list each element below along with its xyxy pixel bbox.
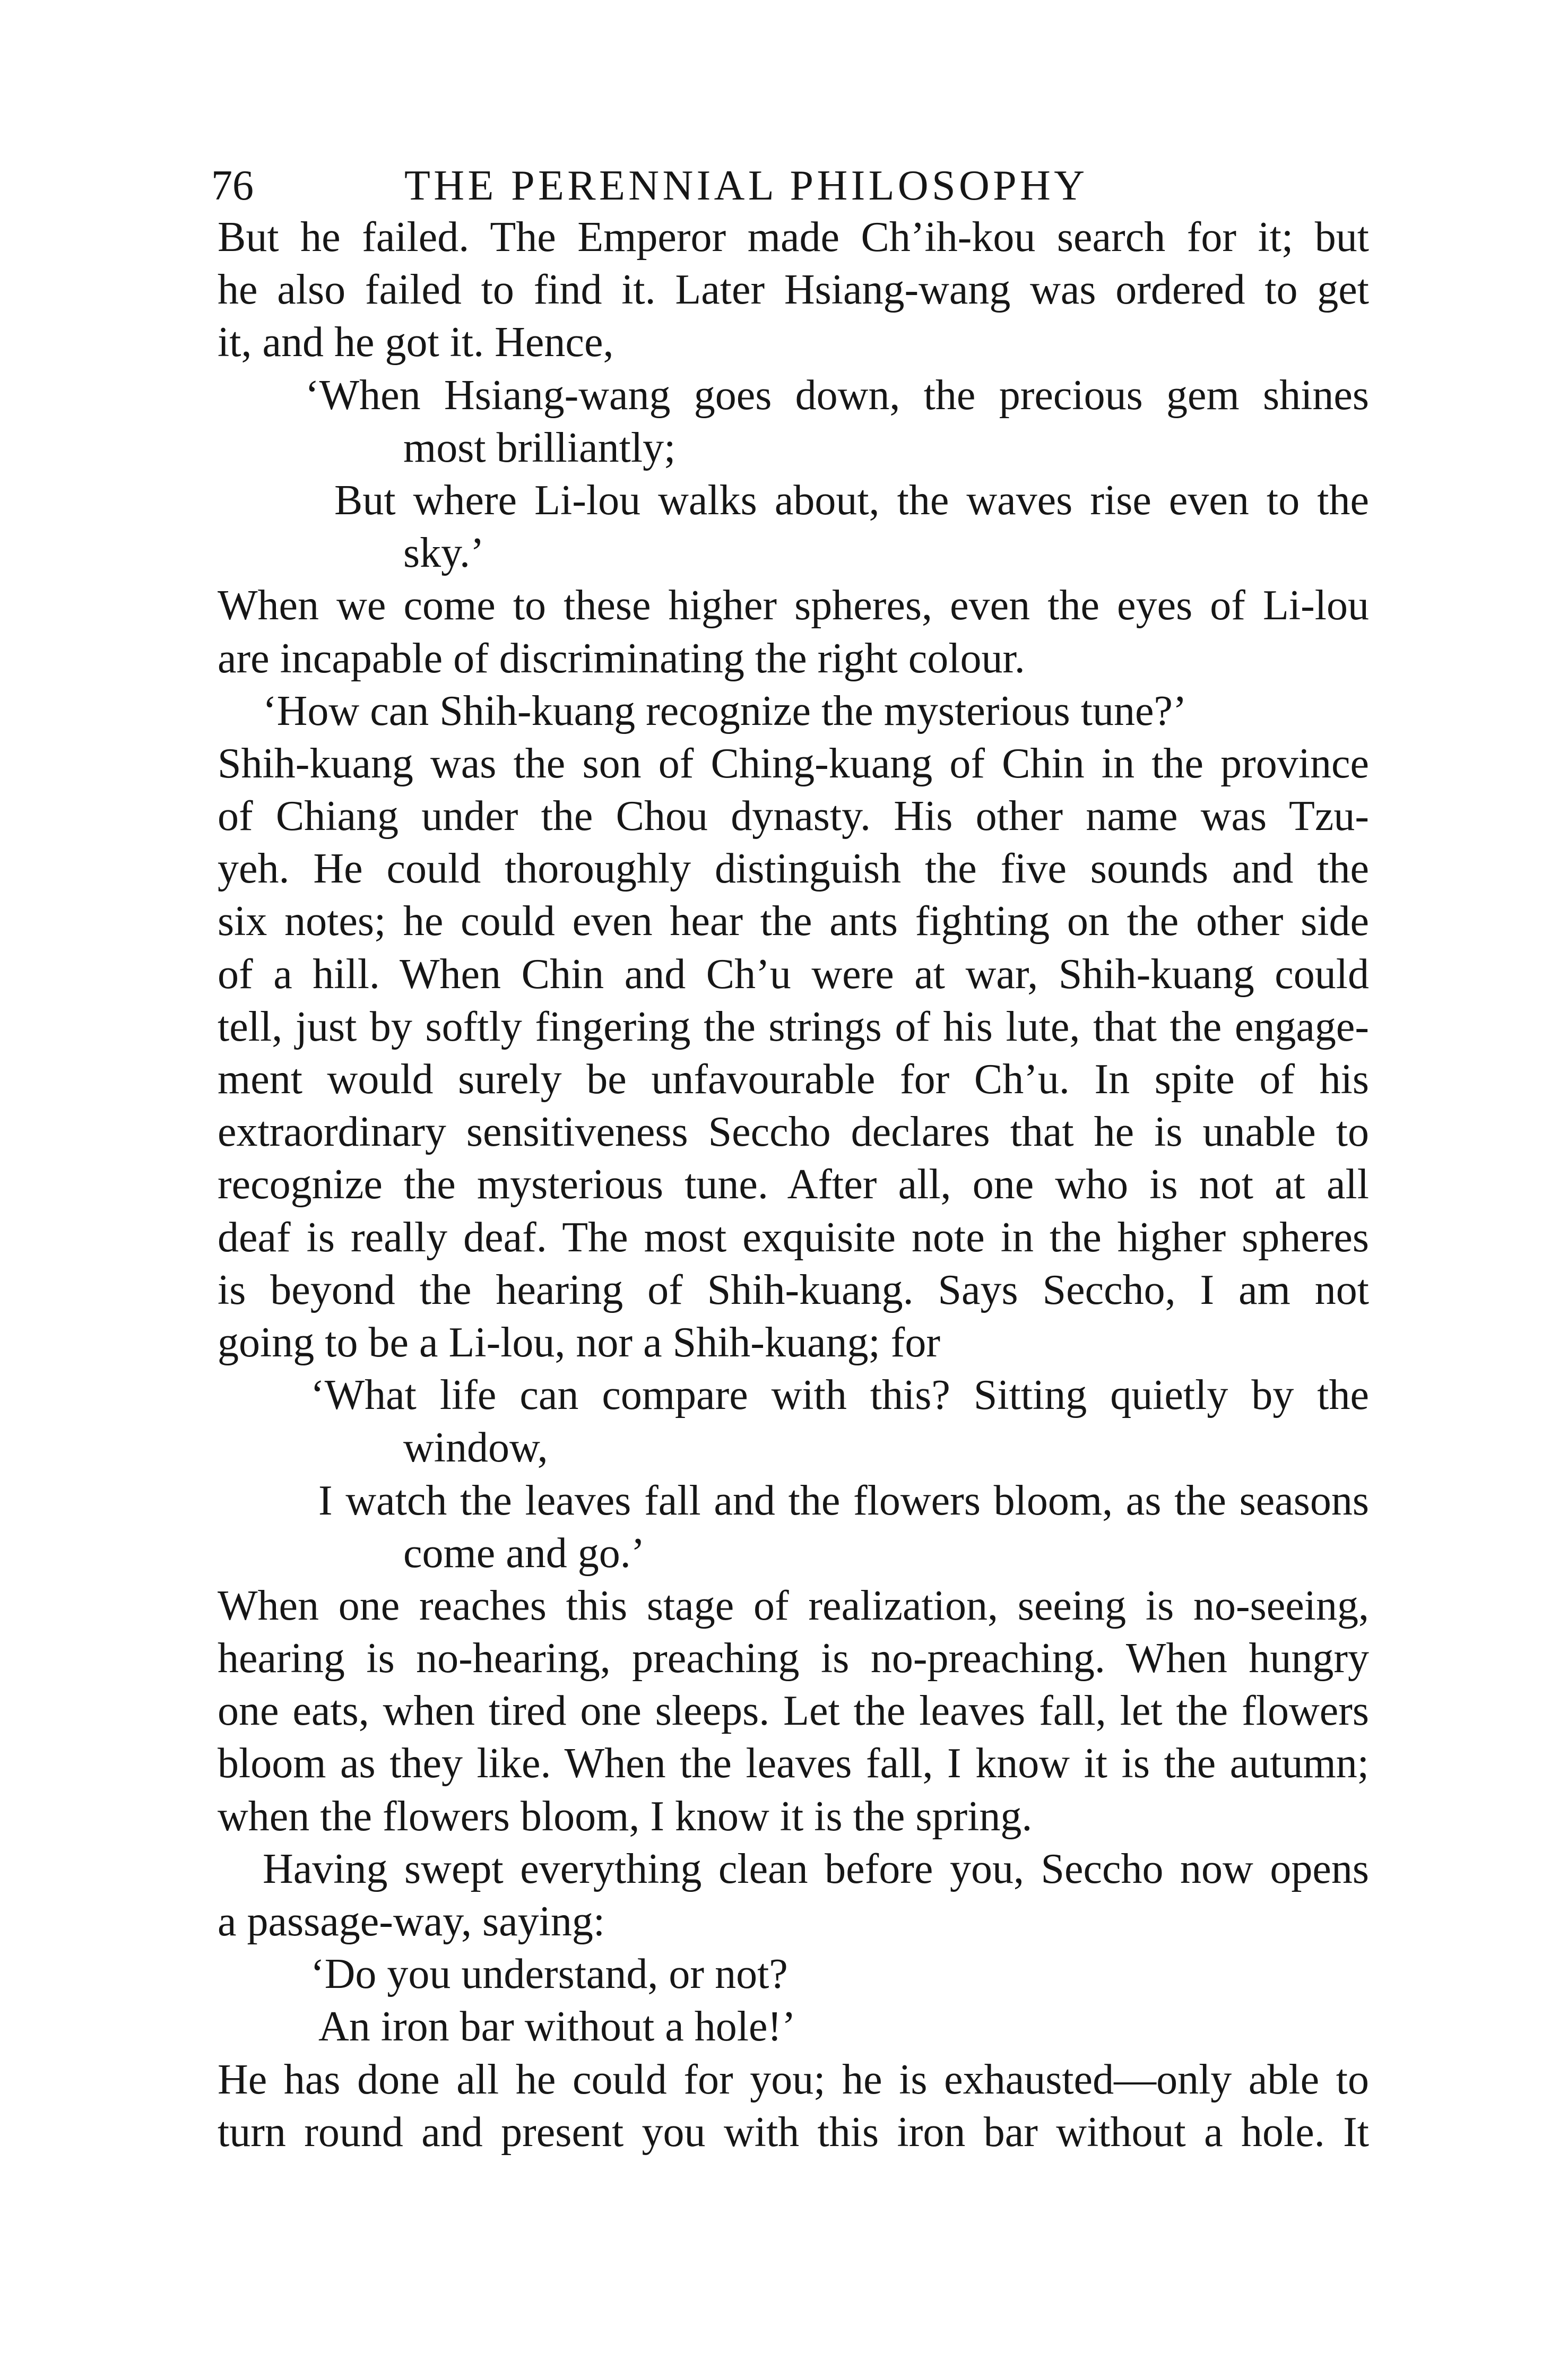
verse-line: sky.’ (403, 530, 484, 577)
verse-line: ‘Do you understand, or not? (310, 1951, 788, 1998)
text-line: Shih-kuang was the son of Ching-kuang of Chin in the province (218, 740, 1369, 787)
text-line: a passage-way, saying: (218, 1898, 605, 1945)
text-line: But he failed. The Emperor made Ch’ih-kou search for it; but (218, 214, 1369, 261)
verse-line: ‘When Hsiang-wang goes down, the precious gem shines (305, 371, 1369, 419)
text-line: of Chiang under the Chou dynasty. His other name was Tzu- (218, 793, 1369, 840)
text-line: ment would surely be unfavourable for Ch’u. In spite of his (218, 1056, 1369, 1103)
text-line: are incapable of discriminating the right colour. (218, 635, 1025, 682)
verse-line: But where Li-lou walks about, the waves rise even to the (334, 477, 1369, 524)
text-line: When one reaches this stage of realization, seeing is no-seeing, (218, 1582, 1369, 1629)
text-line: is beyond the hearing of Shih-kuang. Says Seccho, I am not (218, 1266, 1369, 1313)
verse-line: most brilliantly; (403, 424, 676, 471)
verse-line: An iron bar without a hole!’ (318, 2003, 796, 2051)
text-line: Having swept everything clean before you, Seccho now opens (263, 1845, 1369, 1892)
body-text (218, 211, 1369, 2159)
text-line: going to be a Li-lou, nor a Shih-kuang; for (218, 1319, 940, 1366)
text-line: He has done all he could for you; he is exhausted—only able to (218, 2056, 1369, 2103)
page-header (0, 159, 1568, 212)
quote-line: ‘How can Shih-kuang recognize the mysterious tune?’ (263, 687, 1187, 734)
running-title: THE PERENNIAL PHILOSOPHY (404, 162, 1088, 209)
text-line: When we come to these higher spheres, even the eyes of Li-lou (218, 582, 1369, 629)
verse-line: ‘What life can compare with this? Sitting quietly by the (310, 1372, 1369, 1419)
text-line: extraordinary sensitiveness Seccho declares that he is unable to (218, 1109, 1369, 1156)
text-line: deaf is really deaf. The most exquisite note in the higher spheres (218, 1214, 1369, 1261)
text-line: six notes; he could even hear the ants fighting on the other side (218, 898, 1369, 945)
page-number: 76 (211, 162, 254, 209)
text-line: hearing is no-hearing, preaching is no-preaching. When hungry (218, 1635, 1369, 1682)
text-line: of a hill. When Chin and Ch’u were at war, Shih-kuang could (218, 950, 1369, 998)
text-line: it, and he got it. Hence, (218, 319, 614, 366)
text-line: turn round and present you with this iron bar without a hole. It (218, 2108, 1369, 2156)
text-line: he also failed to find it. Later Hsiang-wang was ordered to get (218, 266, 1369, 314)
text-line: when the flowers bloom, I know it is the spring. (218, 1793, 1033, 1840)
text-line: tell, just by softly fingering the strings of his lute, that the engage- (218, 1003, 1369, 1050)
verse-line: come and go.’ (403, 1529, 645, 1577)
text-line: recognize the mysterious tune. After all, one who is not at all (218, 1161, 1369, 1208)
verse-line: window, (403, 1424, 548, 1472)
text-line: one eats, when tired one sleeps. Let the leaves fall, let the flowers (218, 1688, 1369, 1735)
text-line: bloom as they like. When the leaves fall, I know it is the autumn; (218, 1740, 1369, 1787)
verse-line: I watch the leaves fall and the flowers bloom, as the seasons (318, 1477, 1369, 1524)
text-line: yeh. He could thoroughly distinguish the five sounds and the (218, 845, 1369, 893)
